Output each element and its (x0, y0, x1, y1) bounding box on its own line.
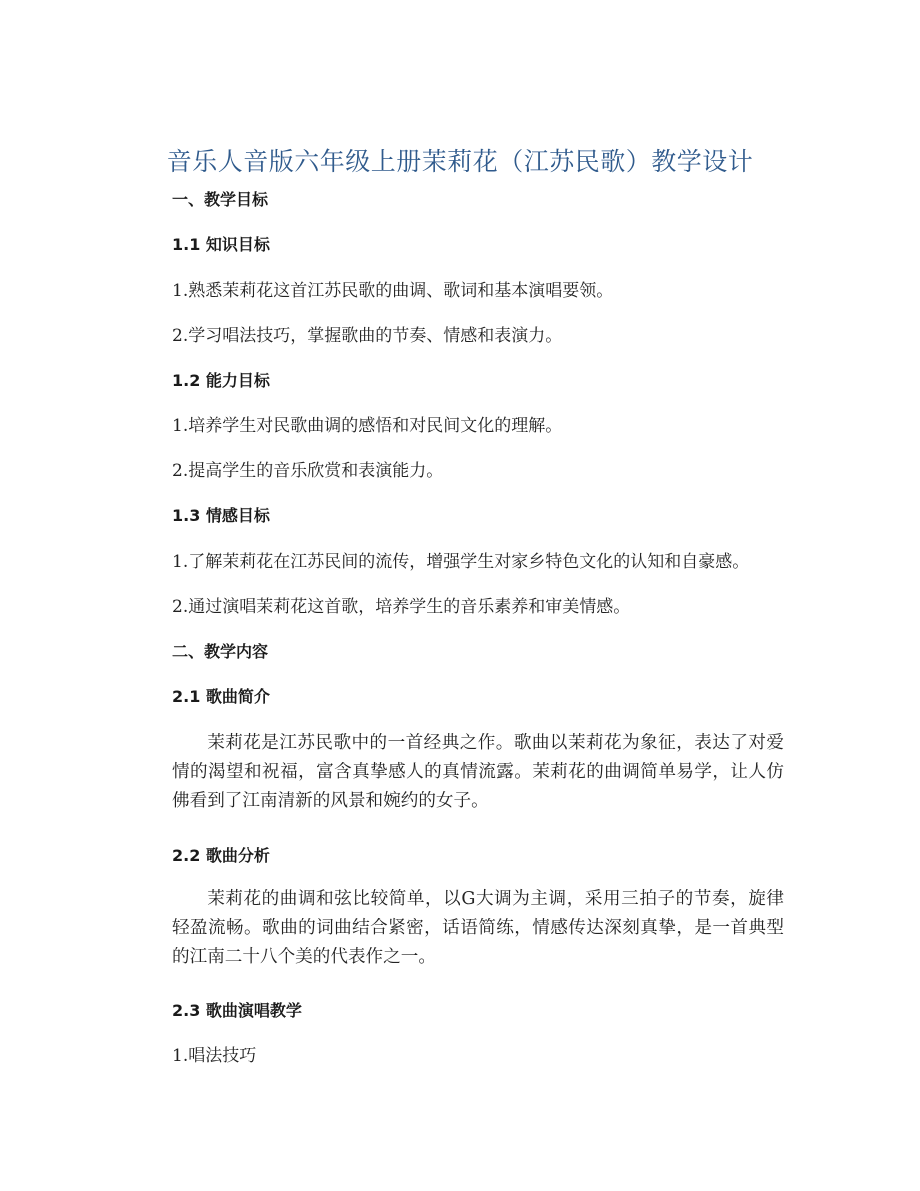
list-item: 1.唱法技巧 (172, 1046, 257, 1066)
list-item: 2.提高学生的音乐欣赏和表演能力。 (172, 461, 444, 481)
subsection-heading-emotional-goals: 1.3 情感目标 (172, 506, 270, 525)
section-heading-teaching-content: 二、教学内容 (172, 642, 269, 661)
subsection-heading-singing-teaching: 2.3 歌曲演唱教学 (172, 1001, 302, 1020)
subsection-heading-knowledge-goals: 1.1 知识目标 (172, 235, 270, 254)
list-item: 1.熟悉茉莉花这首江苏民歌的曲调、歌词和基本演唱要领。 (172, 281, 614, 301)
list-item: 2.通过演唱茉莉花这首歌，培养学生的音乐素养和审美情感。 (172, 597, 631, 617)
subsection-heading-song-analysis: 2.2 歌曲分析 (172, 846, 270, 865)
paragraph-song-analysis: 茉莉花的曲调和弦比较简单，以G大调为主调，采用三拍子的节奏，旋律轻盈流畅。歌曲的词曲结合紧密，话语简练，情感传达深刻真挚，是一首典型的江南二十八个美的代表作之一。 (172, 889, 784, 967)
paragraph-song-intro: 茉莉花是江苏民歌中的一首经典之作。歌曲以茉莉花为象征，表达了对爱情的渴望和祝福，富含真挚感人的真情流露。茉莉花的曲调简单易学，让人仿佛看到了江南清新的风景和婉约的女子。 (172, 733, 784, 811)
section-heading-teaching-goals: 一、教学目标 (172, 190, 269, 209)
subsection-heading-song-intro: 2.1 歌曲简介 (172, 687, 270, 706)
document-title: 音乐人音版六年级上册茉莉花（江苏民歌）教学设计 (166, 147, 754, 176)
list-item: 2.学习唱法技巧，掌握歌曲的节奏、情感和表演力。 (172, 326, 563, 346)
list-item: 1.了解茉莉花在江苏民间的流传，增强学生对家乡特色文化的认知和自豪感。 (172, 552, 750, 572)
subsection-heading-ability-goals: 1.2 能力目标 (172, 371, 270, 390)
list-item: 1.培养学生对民歌曲调的感悟和对民间文化的理解。 (172, 416, 563, 436)
